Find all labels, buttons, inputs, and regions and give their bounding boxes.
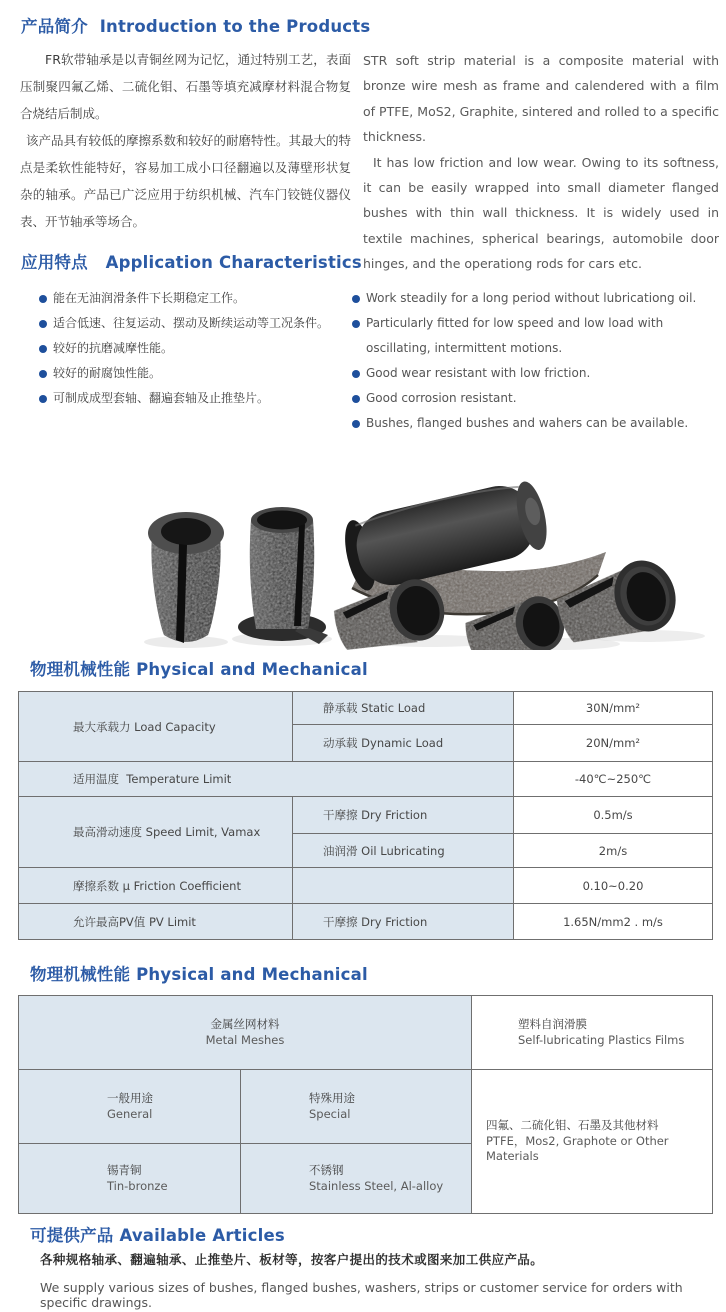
cell-dynamic-load: 动承载 Dynamic Load [293, 725, 514, 762]
cell-label-en: PTFE，Mos2, Graphote or Other Materials [486, 1133, 669, 1164]
list-item-label: 较好的耐腐蚀性能。 [53, 366, 162, 380]
cell-materials [472, 1070, 713, 1214]
cell-label-en: Special [309, 1106, 351, 1121]
cell-metal-meshes [19, 996, 472, 1070]
intro-chinese-column [20, 46, 351, 235]
available-cn-text: 各种规格轴承、翻遍轴承、止推垫片、板材等，按客户提出的技术或图来加工供应产品。 [40, 1252, 544, 1267]
cell-plastics-films [472, 996, 713, 1070]
intro-en-paragraph-1: STR soft strip material is a composite material with bronze wire mesh as frame and calendered with a film of PTFE, MoS2, Graphite, sintered and rolled to a specific thickness. [363, 53, 719, 145]
cell-label-cn: 锡青铜 [107, 1163, 142, 1177]
cell-load-capacity: 最大承载力 Load Capacity [19, 692, 293, 762]
bullet-icon [39, 320, 47, 328]
cell-dynamic-value: 20N/mm² [514, 725, 713, 762]
table-row [19, 904, 713, 940]
cell-label-en: Tin-bronze [107, 1178, 168, 1193]
list-item-label: 可制成成型套轴、翻遍套轴及止推垫片。 [53, 391, 270, 405]
application-section-title: 应用特点 Application Characteristics [21, 253, 362, 272]
intro-section-title: 产品简介 Introduction to the Products [21, 17, 371, 36]
list-item-label: Particularly fitted for low speed and low load with oscillating, intermittent motions. [366, 316, 664, 355]
cell-tin-bronze [19, 1144, 241, 1214]
cell-dry-friction: 干摩擦 Dry Friction [293, 797, 514, 834]
cell-pv-condition: 干摩擦 Dry Friction [293, 904, 514, 940]
list-item [352, 411, 724, 436]
list-item-label: Bushes, flanged bushes and wahers can be available. [366, 416, 689, 430]
physical-mechanical-table [18, 691, 713, 940]
cell-oil-lubricating: 油润滑 Oil Lubricating [293, 834, 514, 868]
cell-static-value: 30N/mm² [514, 692, 713, 725]
cell-label-cn: 不锈钢 [309, 1163, 344, 1177]
list-item [39, 386, 339, 411]
cell-friction-coefficient: 摩擦系数 μ Friction Coefficient [19, 868, 293, 904]
cell-oil-value: 2m/s [514, 834, 713, 868]
bushing-1 [148, 512, 224, 643]
table-row [19, 797, 713, 834]
physical2-section-title: 物理机械性能 Physical and Mechanical [30, 965, 368, 984]
intro-en-paragraph-2: It has low friction and low wear. Owing to its softness, it can be easily wrapped into small diameter flanged bushes with thin wall thickness. It is widely used in textile machines, spherical bearings, automobile door hinges, and the operationg rods for cars etc. [363, 154, 719, 272]
available-en-text: We supply various sizes of bushes, flanged bushes, washers, strips or customer service for orders with specific drawings. [40, 1280, 683, 1310]
cell-static-load: 静承载 Static Load [293, 692, 514, 725]
intro-cn-paragraph-1: FR软带轴承是以青铜丝网为记忆，通过特别工艺，表面压制聚四氟乙烯、二硫化钼、石墨等填充减摩材料混合物复合烧结后制成。 [20, 52, 351, 121]
bullet-icon [39, 370, 47, 378]
list-item-label: 适合低速、往复运动、摆动及断续运动等工况条件。 [53, 316, 330, 330]
list-item-label: 较好的抗磨减摩性能。 [53, 341, 174, 355]
list-item [39, 336, 339, 361]
cell-friction-value: 0.10~0.20 [514, 868, 713, 904]
list-item [352, 386, 724, 411]
list-item-label: Good corrosion resistant. [366, 391, 517, 405]
cell-label-cn: 塑料自润滑膜 [518, 1017, 587, 1031]
product-photo [100, 438, 726, 650]
list-item-label: Good wear resistant with low friction. [366, 366, 591, 380]
table-row [19, 762, 713, 797]
cell-temperature-value: -40℃~250℃ [514, 762, 713, 797]
cell-dry-value: 0.5m/s [514, 797, 713, 834]
cell-empty [293, 868, 514, 904]
table-row [19, 868, 713, 904]
cell-label-en: General [107, 1106, 153, 1121]
bullet-icon [352, 295, 360, 303]
bullet-icon [39, 345, 47, 353]
cell-stainless [241, 1144, 472, 1214]
list-item [352, 286, 724, 311]
physical1-section-title: 物理机械性能 Physical and Mechanical [30, 660, 368, 679]
bullet-icon [352, 420, 360, 428]
bullet-icon [352, 320, 360, 328]
cell-label-cn: 四氟、二硫化钼、石墨及其他材料 [486, 1118, 659, 1133]
cell-label-cn: 特殊用途 [309, 1091, 355, 1105]
available-section-title: 可提供产品 Available Articles [30, 1226, 285, 1245]
application-cn-list [39, 286, 339, 411]
cell-pv-limit: 允许最高PV值 PV Limit [19, 904, 293, 940]
list-item [352, 311, 724, 361]
cell-label-en: Metal Meshes [205, 1032, 285, 1047]
list-item [39, 311, 339, 336]
cell-label-en: Self-lubricating Plastics Films [518, 1032, 685, 1047]
cell-speed-limit: 最高滑动速度 Speed Limit, Vamax [19, 797, 293, 868]
table-row [19, 1070, 713, 1144]
bullet-icon [352, 395, 360, 403]
list-item [352, 361, 724, 386]
bullet-icon [39, 295, 47, 303]
cell-label-cn: 一般用途 [107, 1091, 153, 1105]
application-en-list [352, 286, 724, 436]
cell-temperature: 适用温度 Temperature Limit [19, 762, 514, 797]
cell-general [19, 1070, 241, 1144]
intro-english-column [363, 48, 719, 277]
table-row [19, 692, 713, 725]
list-item [39, 361, 339, 386]
list-item-label: Work steadily for a long period without lubricationg oil. [366, 291, 697, 305]
cell-label-en: Stainless Steel, Al-alloy [309, 1178, 444, 1193]
list-item-label: 能在无油润滑条件下长期稳定工作。 [53, 291, 246, 305]
cell-label-cn: 金属丝网材料 [210, 1017, 280, 1031]
bushing-2 [238, 507, 328, 644]
bullet-icon [352, 370, 360, 378]
bullet-icon [39, 395, 47, 403]
list-item [39, 286, 339, 311]
materials-table [18, 995, 713, 1214]
cell-pv-value: 1.65N/mm2 . m/s [514, 904, 713, 940]
intro-cn-paragraph-2: 该产品具有较低的摩擦系数和较好的耐磨特性。其最大的特点是柔软性能特好，容易加工成小口径翻遍以及薄壁形状复杂的轴承。产品已广泛应用于纺织机械、汽车门铰链仪器仪表、开节轴承等场合。 [20, 133, 352, 229]
table-row [19, 996, 713, 1070]
cell-special [241, 1070, 472, 1144]
